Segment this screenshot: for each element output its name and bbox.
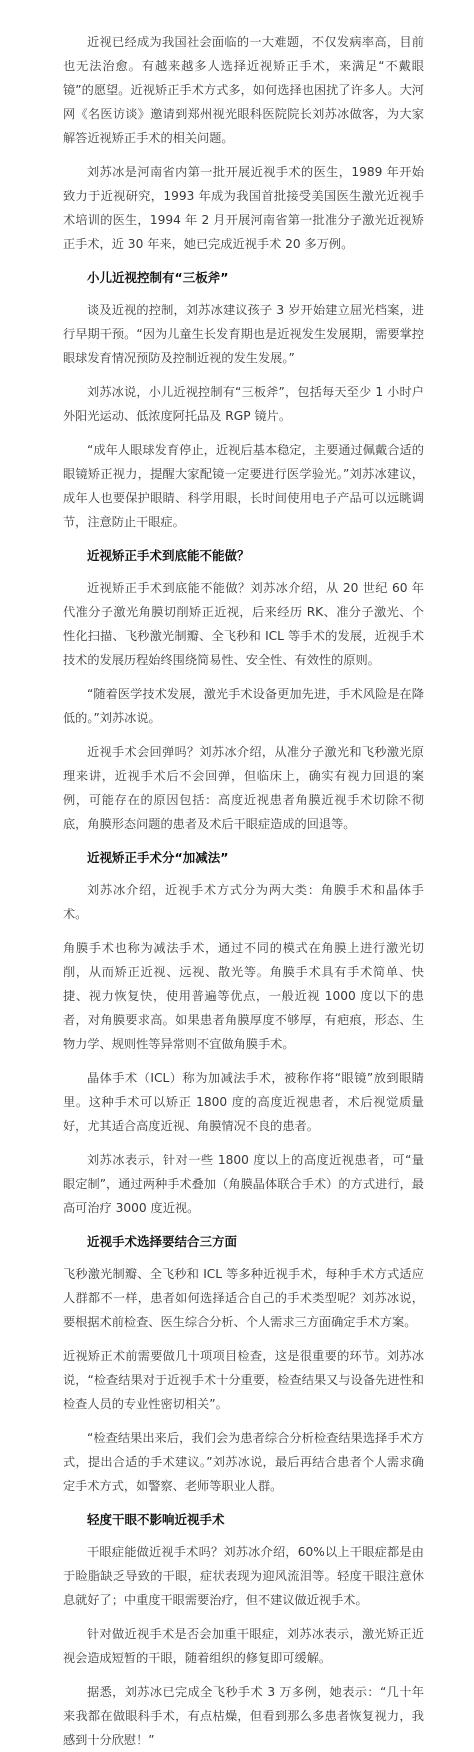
paragraph-closing: 据悉，刘苏冰已完成全飞秒手术 3 万多例，她表示：“几十年来我都在做眼科手术，有点枯燥，但看到那么多患者恢复视力，我感到十分欣慰！” bbox=[63, 1685, 424, 1747]
paragraph: “随着医学技术发展，激光手术设备更加先进，手术风险是在降低的。”刘苏冰说。 bbox=[63, 687, 424, 725]
section-heading-dry-eye: 轻度干眼不影响近视手术 bbox=[87, 1512, 225, 1527]
paragraph: 刘苏冰说，小儿近视控制有“三板斧”，包括每天至少 1 小时户外阳光运动、低浓度阿托品及 RGP 镜片。 bbox=[63, 385, 424, 423]
section-heading-add-subtract: 近视矫正手术分“加减法” bbox=[87, 850, 229, 865]
paragraph: 近视矫正术前需要做几十项项目检查，这是很重要的环节。刘苏冰说，“检查结果对于近视手术十分重要，检查结果又与设备先进性和检查人员的专业性密切相关”。 bbox=[63, 1349, 424, 1411]
paragraph: 晶体手术（ICL）称为加减法手术，被称作将“眼镜”放到眼睛里。这种手术可以矫正 1800 度的高度近视患者，术后视觉质量好，尤其适合高度近视、角膜情况不良的患者。 bbox=[63, 1071, 424, 1133]
paragraph: 近视手术会回弹吗？刘苏冰介绍，从准分子激光和飞秒激光原理来讲，近视手术后不会回弹，但临床上，确实有视力回退的案例，可能存在的原因包括：高度近视患者角膜近视手术切除不彻底，角膜形态问题的患者及术后干眼症造成的回退等。 bbox=[63, 745, 424, 831]
section-heading-three-aspects: 近视手术选择要结合三方面 bbox=[87, 1234, 238, 1249]
paragraph: 刘苏冰表示，针对一些 1800 度以上的高度近视患者，可“量眼定制”，通过两种手术叠加（角膜晶体联合手术）的方式进行，最高可治疗 3000 度近视。 bbox=[63, 1153, 424, 1215]
paragraph: 干眼症能做近视手术吗？刘苏冰介绍，60%以上干眼症都是由于睑脂缺乏导致的干眼，症状表现为迎风流泪等。轻度干眼注意休息就好了；中重度干眼需要治疗，但不建议做近视手术。 bbox=[63, 1545, 424, 1607]
section-heading-child-myopia: 小儿近视控制有“三板斧” bbox=[87, 270, 229, 285]
paragraph: 飞秒激光制瓣、全飞秒和 ICL 等多种近视手术，每种手术方式适应人群都不一样，患者如何选择适合自己的手术类型呢？刘苏冰说，要根据术前检查、医生综合分析、个人需求三方面确定手术方案。 bbox=[63, 1267, 424, 1329]
paragraph: 角膜手术也称为减法手术，通过不同的模式在角膜上进行激光切削，从而矫正近视、远视、散光等。角膜手术具有手术简单、快捷、视力恢复快，使用普遍等优点，一般近视 1000 度以下的患者，对角膜要求高。如果患者角膜厚度不够厚，有疤痕，形态、生物力学、规则性等异常则不宜做角膜手术。 bbox=[63, 941, 424, 1051]
section-heading-can-surgery: 近视矫正手术到底能不能做？ bbox=[87, 548, 250, 563]
paragraph: 针对做近视手术是否会加重干眼症，刘苏冰表示，激光矫正近视会造成短暂的干眼，随着组织的修复即可缓解。 bbox=[63, 1627, 424, 1665]
paragraph-bio: 刘苏冰是河南省内第一批开展近视手术的医生，1989 年开始致力于近视研究，1993 年成为我国首批接受美国医生激光近视手术培训的医生，1994 年 2 月开展河南省第一批准分子激光近视矫正手术，近 30 年来，她已完成近视手术 20 多万例。 bbox=[63, 165, 424, 251]
paragraph: “成年人眼球发育停止，近视后基本稳定，主要通过佩戴合适的眼镜矫正视力，提醒大家配镜一定要进行医学验光。”刘苏冰建议，成年人也要保护眼睛、科学用眼，长时间使用电子产品可以远眺调节，注意防止干眼症。 bbox=[63, 443, 424, 529]
paragraph: 刘苏冰介绍，近视手术方式分为两大类：角膜手术和晶体手术。 bbox=[63, 883, 424, 921]
paragraph: “检查结果出来后，我们会为患者综合分析检查结果选择手术方式，提出合适的手术建议。”刘苏冰说，最后再结合患者个人需求确定手术方式，如警察、老师等职业人群。 bbox=[63, 1431, 424, 1493]
paragraph: 近视矫正手术到底能不能做？刘苏冰介绍，从 20 世纪 60 年代准分子激光角膜切削矫正近视，后来经历 RK、准分子激光、个性化扫描、飞秒激光制瓣、全飞秒和 ICL 等手术的发展，近视手术技术的发展历程始终围绕简易性、安全性、有效性的原则。 bbox=[63, 581, 424, 667]
paragraph: 谈及近视的控制，刘苏冰建议孩子 3 岁开始建立屈光档案，进行早期干预。“因为儿童生长发育期也是近视发生发展期，需要掌控眼球发育情况预防及控制近视的发生发展。” bbox=[63, 303, 424, 365]
paragraph-intro: 近视已经成为我国社会面临的一大难题，不仅发病率高，目前也无法治愈。有越来越多人选择近视矫正手术，来满足“不戴眼镜”的愿望。近视矫正手术方式多，如何选择也困扰了许多人。大河网《名医访谈》邀请到郑州视光眼科医院院长刘苏冰做客，为大家解答近视矫正手术的相关问题。 bbox=[63, 35, 424, 145]
